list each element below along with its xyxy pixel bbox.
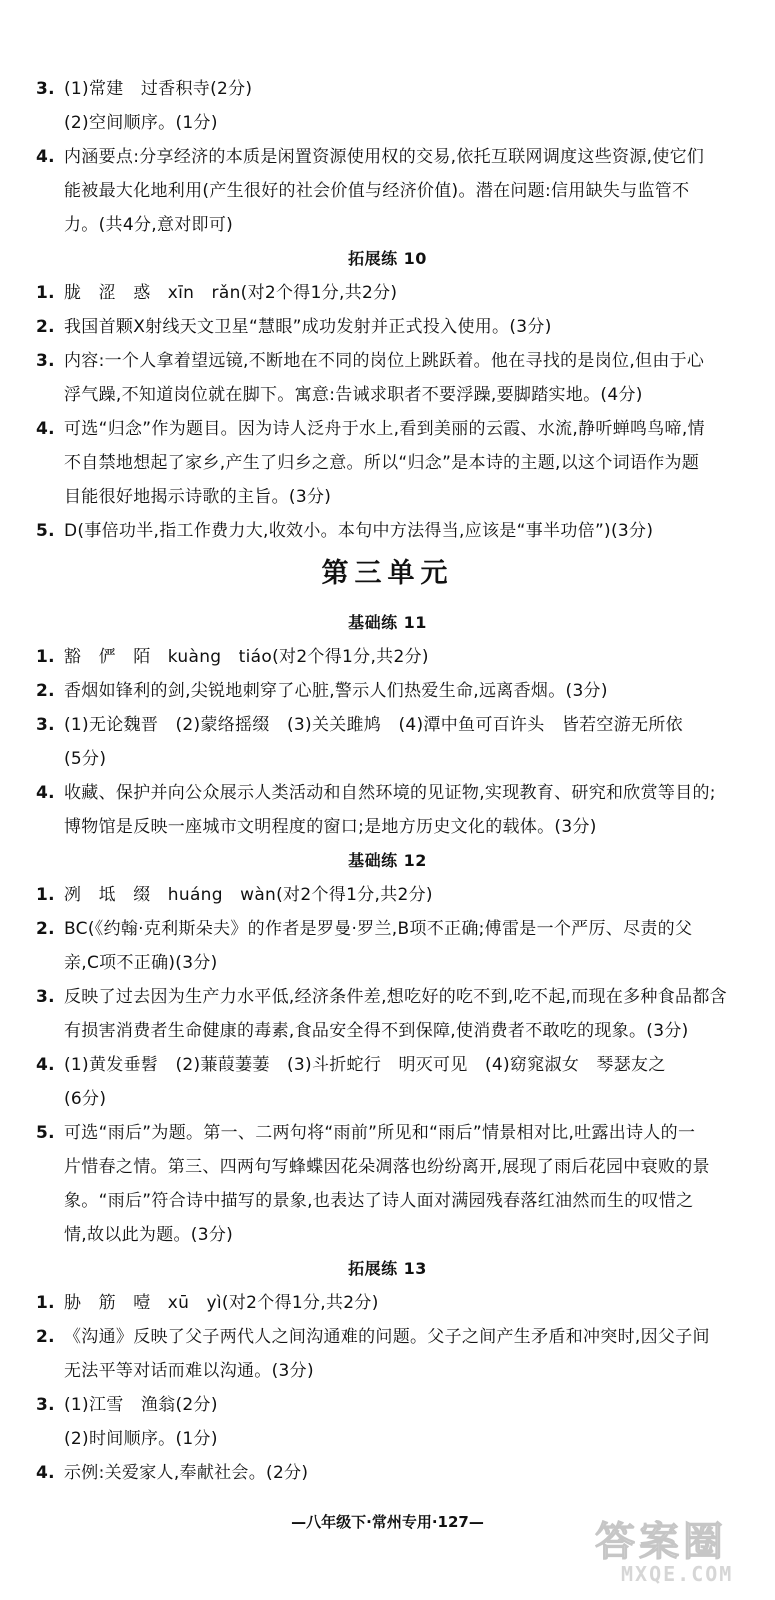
- item-text: 豁 俨 陌 kuàng tiáo(对2个得1分,共2分): [64, 647, 429, 667]
- item-number: 4.: [36, 1463, 55, 1483]
- item-number: 2.: [36, 1327, 55, 1347]
- item-text: (1)黄发垂髫 (2)蒹葭萋萋 (3)斗折蛇行 明灭可见 (4)窈窕淑女 琴瑟友之: [64, 1055, 666, 1075]
- watermark-text-en: MXQE.COM: [621, 1562, 734, 1586]
- item-text: (1)常建 过香积寺(2分): [64, 79, 253, 99]
- answer-item: [36, 1326, 741, 1348]
- item-number: 1.: [36, 283, 55, 303]
- section-heading: 拓展练 10: [348, 249, 427, 268]
- item-number: 3.: [36, 987, 55, 1007]
- watermark-text-cn: 答案圈: [595, 1519, 727, 1565]
- item-number: 3.: [36, 351, 55, 371]
- item-text: 可选“雨后”为题。第一、二两句将“雨前”所见和“雨后”情景相对比,吐露出诗人的一: [64, 1123, 696, 1143]
- answer-item: [36, 1292, 741, 1314]
- answer-item: [36, 646, 741, 668]
- answer-item: [36, 918, 741, 940]
- answer-item: [36, 986, 741, 1008]
- item-number: 1.: [36, 885, 55, 905]
- answer-continuation: 亲,C项不正确)(3分): [64, 953, 218, 973]
- answer-continuation: 有损害消费者生命健康的毒素,食品安全得不到保障,使消费者不敢吃的现象。(3分): [64, 1021, 689, 1041]
- answer-continuation: 能被最大化地利用(产生很好的社会价值与经济价值)。潜在问题:信用缺失与监管不: [64, 181, 690, 201]
- answer-item: [36, 1394, 741, 1416]
- answer-item: [36, 714, 741, 736]
- item-number: 5.: [36, 1123, 55, 1143]
- answer-continuation: 无法平等对话而难以沟通。(3分): [64, 1361, 314, 1381]
- answer-item: [36, 350, 741, 372]
- answer-continuation: 力。(共4分,意对即可): [64, 215, 234, 235]
- item-text: 香烟如锋利的剑,尖锐地刺穿了心脏,警示人们热爱生命,远离香烟。(3分): [64, 681, 608, 701]
- item-number: 3.: [36, 1395, 55, 1415]
- answer-continuation: (5分): [64, 749, 107, 769]
- answer-continuation: (2)空间顺序。(1分): [64, 113, 218, 133]
- item-number: 1.: [36, 647, 55, 667]
- answer-item: [36, 782, 741, 804]
- item-text: 胁 筋 噎 xū yì(对2个得1分,共2分): [64, 1293, 379, 1313]
- answer-item: [36, 316, 741, 338]
- item-text: 胧 涩 惑 xīn rǎn(对2个得1分,共2分): [64, 283, 398, 303]
- answer-item: [36, 78, 741, 100]
- item-text: 我国首颗X射线天文卫星“慧眼”成功发射并正式投入使用。(3分): [64, 317, 552, 337]
- item-text: D(事倍功半,指工作费力大,收效小。本句中方法得当,应该是“事半功倍”)(3分): [64, 521, 654, 541]
- item-number: 2.: [36, 681, 55, 701]
- page-footer: —八年级下·常州专用·127—: [291, 1513, 484, 1531]
- answer-continuation: 不自禁地想起了家乡,产生了归乡之意。所以“归念”是本诗的主题,以这个词语作为题: [64, 453, 700, 473]
- answer-item: [36, 680, 741, 702]
- section-heading: 基础练 12: [348, 851, 427, 870]
- section-heading: 基础练 11: [348, 613, 427, 632]
- item-text: BC(《约翰·克利斯朵夫》的作者是罗曼·罗兰,B项不正确;傅雷是一个严厉、尽责的父: [64, 919, 693, 939]
- item-number: 2.: [36, 919, 55, 939]
- answer-continuation: (6分): [64, 1089, 107, 1109]
- answer-item: [36, 1122, 741, 1144]
- unit-title: 第三单元: [321, 558, 454, 589]
- item-number: 4.: [36, 419, 55, 439]
- item-text: 《沟通》反映了父子两代人之间沟通难的问题。父子之间产生矛盾和冲突时,因父子间: [64, 1327, 710, 1347]
- answer-continuation: 目能很好地揭示诗歌的主旨。(3分): [64, 487, 332, 507]
- answer-continuation: 博物馆是反映一座城市文明程度的窗口;是地方历史文化的载体。(3分): [64, 817, 597, 837]
- item-number: 4.: [36, 783, 55, 803]
- answer-item: [36, 1462, 741, 1484]
- answer-item: [36, 146, 741, 168]
- watermark-logo: [585, 1508, 750, 1588]
- item-text: (1)江雪 渔翁(2分): [64, 1395, 218, 1415]
- item-text: 可选“归念”作为题目。因为诗人泛舟于水上,看到美丽的云霞、水流,静听蝉鸣鸟啼,情: [64, 419, 705, 439]
- item-number: 4.: [36, 147, 55, 167]
- answer-item: [36, 520, 741, 542]
- answer-continuation: 浮气躁,不知道岗位就在脚下。寓意:告诫求职者不要浮躁,要脚踏实地。(4分): [64, 385, 643, 405]
- item-text: 内涵要点:分享经济的本质是闲置资源使用权的交易,依托互联网调度这些资源,使它们: [64, 147, 705, 167]
- item-text: 反映了过去因为生产力水平低,经济条件差,想吃好的吃不到,吃不起,而现在多种食品都含: [64, 987, 727, 1007]
- answer-continuation: 片惜春之情。第三、四两句写蜂蝶因花朵凋落也纷纷离开,展现了雨后花园中衰败的景: [64, 1157, 710, 1177]
- item-number: 2.: [36, 317, 55, 337]
- item-number: 5.: [36, 521, 55, 541]
- item-number: 3.: [36, 715, 55, 735]
- answer-continuation: (2)时间顺序。(1分): [64, 1429, 218, 1449]
- answer-item: [36, 884, 741, 906]
- item-text: (1)无论魏晋 (2)蒙络摇缀 (3)关关雎鸠 (4)潭中鱼可百许头 皆若空游无所依: [64, 715, 683, 735]
- item-text: 内容:一个人拿着望远镜,不断地在不同的岗位上跳跃着。他在寻找的是岗位,但由于心: [64, 351, 705, 371]
- item-number: 4.: [36, 1055, 55, 1075]
- item-number: 3.: [36, 79, 55, 99]
- item-text: 示例:关爱家人,奉献社会。(2分): [64, 1463, 309, 1483]
- answer-item: [36, 282, 741, 304]
- answer-continuation: 情,故以此为题。(3分): [64, 1225, 234, 1245]
- item-number: 1.: [36, 1293, 55, 1313]
- answer-item: [36, 1054, 741, 1076]
- section-heading: 拓展练 13: [348, 1259, 427, 1278]
- item-text: 收藏、保护并向公众展示人类活动和自然环境的见证物,实现教育、研究和欣赏等目的;: [64, 783, 716, 803]
- answer-continuation: 象。“雨后”符合诗中描写的景象,也表达了诗人面对满园残春落红油然而生的叹惜之: [64, 1191, 694, 1211]
- answer-item: [36, 418, 741, 440]
- item-text: 冽 坻 缀 huáng wàn(对2个得1分,共2分): [64, 885, 433, 905]
